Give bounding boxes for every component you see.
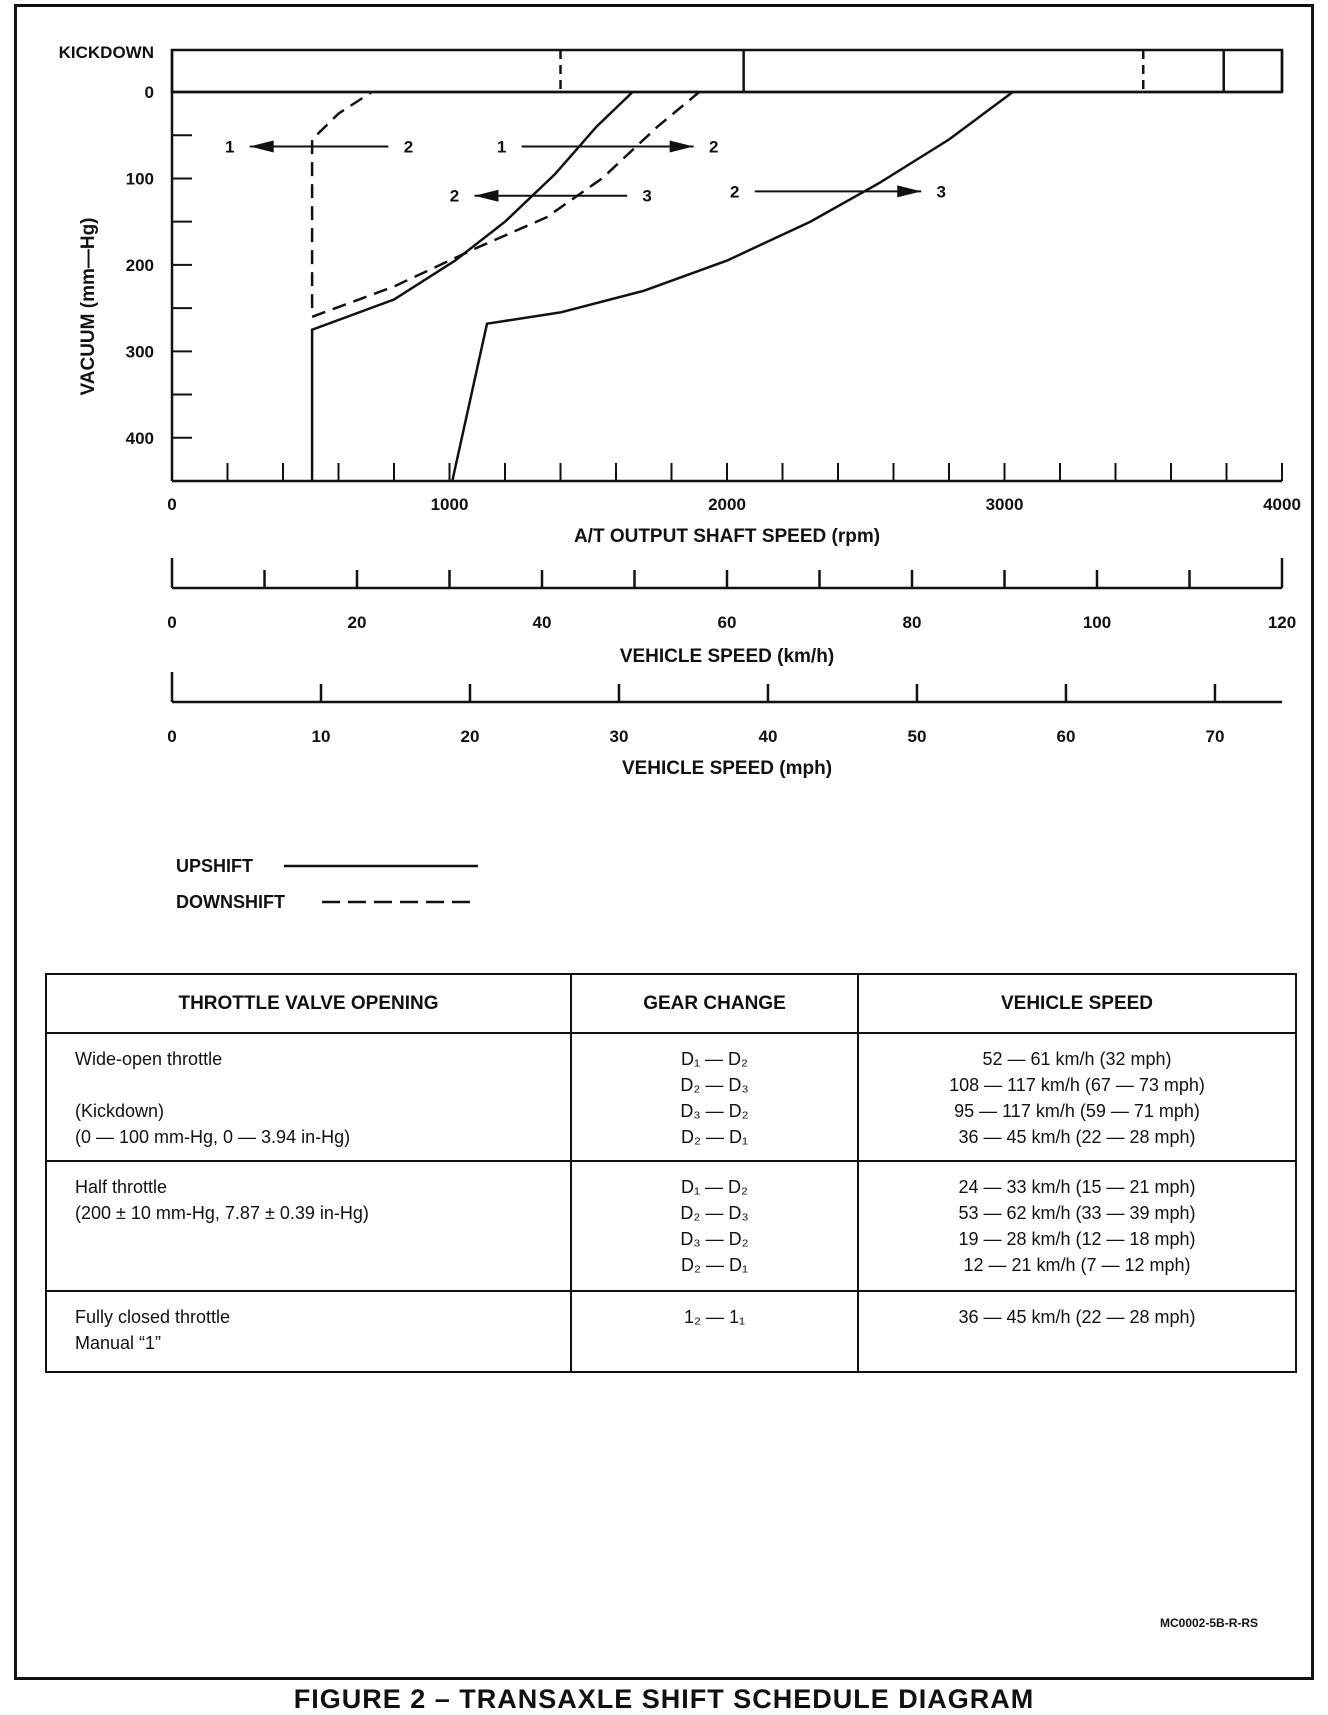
shift-arrow-head bbox=[250, 140, 274, 152]
speed-line: 24 — 33 km/h (15 — 21 mph) bbox=[958, 1177, 1196, 1197]
vehicle-speed-tick-label: 30 bbox=[609, 727, 629, 746]
header-vehicle-speed: VEHICLE SPEED bbox=[858, 974, 1296, 1033]
speed-line: 19 — 28 km/h (12 — 18 mph) bbox=[958, 1229, 1196, 1249]
vehicle-speed-tick-label: 120 bbox=[1267, 613, 1297, 632]
gear-line: D₂ — D₃ bbox=[680, 1203, 749, 1223]
gear-line: D₁ — D₂ bbox=[680, 1049, 749, 1069]
shift-arrow-label: 3 bbox=[936, 182, 946, 202]
legend-label: UPSHIFT bbox=[176, 856, 254, 876]
table-row bbox=[46, 1291, 1296, 1372]
shift-arrow-head bbox=[474, 190, 498, 202]
x-tick-label: 4000 bbox=[1263, 495, 1301, 514]
throttle-line: (0 — 100 mm-Hg, 0 — 3.94 in-Hg) bbox=[75, 1127, 351, 1147]
kickdown-band bbox=[172, 50, 1282, 92]
kickdown-label: KICKDOWN bbox=[58, 43, 154, 62]
vehicle-speed-tick-label: 40 bbox=[532, 613, 552, 632]
vehicle-speed-tick-label: 0 bbox=[167, 613, 177, 632]
y-tick-label: 400 bbox=[125, 428, 154, 448]
vehicle-speed-tick-label: 80 bbox=[902, 613, 922, 632]
speed-line: 12 — 21 km/h (7 — 12 mph) bbox=[963, 1255, 1191, 1275]
gear-line: D₂ — D₁ bbox=[680, 1127, 749, 1147]
speed-line: 95 — 117 km/h (59 — 71 mph) bbox=[954, 1101, 1200, 1121]
gear-line: D₂ — D₁ bbox=[680, 1255, 749, 1275]
throttle-line: (200 ± 10 mm-Hg, 7.87 ± 0.39 in-Hg) bbox=[75, 1203, 369, 1223]
gear-cell bbox=[571, 1161, 858, 1291]
shift-arrow-label: 2 bbox=[449, 186, 460, 206]
speed-cell bbox=[858, 1291, 1296, 1372]
vehicle-speed-tick-label: 10 bbox=[311, 727, 331, 746]
shift-arrow-head bbox=[897, 185, 921, 197]
shift-arrow-label: 1 bbox=[224, 137, 235, 157]
legend-label: DOWNSHIFT bbox=[176, 892, 285, 912]
speed-line: 108 — 117 km/h (67 — 73 mph) bbox=[949, 1075, 1205, 1095]
x-axis-title: A/T OUTPUT SHAFT SPEED (rpm) bbox=[573, 526, 881, 547]
vehicle-speed-tick-label: 20 bbox=[460, 727, 480, 746]
throttle-line: Manual “1” bbox=[75, 1333, 162, 1353]
figure-caption: FIGURE 2 – TRANSAXLE SHIFT SCHEDULE DIAGRAM bbox=[293, 1684, 1035, 1714]
gear-line: D₂ — D₃ bbox=[680, 1075, 749, 1095]
gear-cell bbox=[571, 1291, 858, 1372]
x-tick-label: 0 bbox=[167, 495, 177, 514]
x-tick-label: 1000 bbox=[430, 495, 469, 514]
vehicle-speed-tick-label: 50 bbox=[907, 727, 927, 746]
speed-cell bbox=[858, 1161, 1296, 1291]
header-throttle: THROTTLE VALVE OPENING bbox=[46, 974, 571, 1033]
shift-arrow-label: 2 bbox=[730, 182, 740, 202]
throttle-cell bbox=[46, 1033, 571, 1161]
vehicle-speed-tick-label: 100 bbox=[1082, 613, 1112, 632]
gear-line: D₁ — D₂ bbox=[680, 1177, 749, 1197]
shift-arrow-label: 3 bbox=[642, 186, 652, 206]
x-tick-label: 3000 bbox=[985, 495, 1024, 514]
vehicle-speed-axis-title: VEHICLE SPEED (mph) bbox=[621, 758, 833, 779]
speed-line: 53 — 62 km/h (33 — 39 mph) bbox=[958, 1203, 1196, 1223]
x-tick-label: 2000 bbox=[708, 495, 746, 514]
throttle-line: Half throttle bbox=[75, 1177, 168, 1197]
downshift-curve bbox=[312, 92, 372, 308]
y-tick-label: 300 bbox=[125, 342, 154, 362]
vehicle-speed-tick-label: 20 bbox=[347, 613, 367, 632]
shift-arrow-label: 1 bbox=[496, 137, 507, 157]
throttle-line: Wide-open throttle bbox=[75, 1049, 223, 1069]
y-axis-title: VACUUM (mm—Hg) bbox=[78, 217, 99, 396]
shift-arrow-label: 2 bbox=[708, 137, 719, 157]
shift-arrow-label: 2 bbox=[403, 137, 414, 157]
y-tick-label: 100 bbox=[125, 169, 154, 189]
shift-table bbox=[45, 973, 1297, 1373]
speed-line: 36 — 45 km/h (22 — 28 mph) bbox=[958, 1127, 1196, 1147]
gear-cell bbox=[571, 1033, 858, 1161]
throttle-line: Fully closed throttle bbox=[75, 1307, 231, 1327]
header-gear-change: GEAR CHANGE bbox=[571, 974, 858, 1033]
gear-line: 1₂ — 1₁ bbox=[683, 1307, 746, 1327]
table-header-row bbox=[46, 974, 1296, 1033]
speed-line: 52 — 61 km/h (32 mph) bbox=[982, 1049, 1172, 1069]
upshift-curve bbox=[449, 92, 1013, 481]
y-tick-label: 200 bbox=[125, 255, 154, 275]
vehicle-speed-tick-label: 70 bbox=[1205, 727, 1225, 746]
gear-line: D₃ — D₂ bbox=[680, 1101, 749, 1121]
shift-arrow-head bbox=[670, 140, 694, 152]
document-code: MC0002-5B-R-RS bbox=[1160, 1616, 1259, 1630]
table-row bbox=[46, 1033, 1296, 1161]
throttle-cell bbox=[46, 1161, 571, 1291]
vehicle-speed-axis-title: VEHICLE SPEED (km/h) bbox=[619, 646, 835, 667]
gear-line: D₃ — D₂ bbox=[680, 1229, 749, 1249]
y-tick-label: 0 bbox=[144, 83, 154, 102]
upshift-curve bbox=[312, 92, 632, 481]
vehicle-speed-tick-label: 0 bbox=[167, 727, 177, 746]
vehicle-speed-tick-label: 40 bbox=[758, 727, 778, 746]
speed-cell bbox=[858, 1033, 1296, 1161]
throttle-cell bbox=[46, 1291, 571, 1372]
table-row bbox=[46, 1161, 1296, 1291]
vehicle-speed-tick-label: 60 bbox=[717, 613, 737, 632]
speed-line: 36 — 45 km/h (22 — 28 mph) bbox=[958, 1307, 1196, 1327]
downshift-curve bbox=[312, 92, 699, 317]
vehicle-speed-tick-label: 60 bbox=[1056, 727, 1076, 746]
throttle-line: (Kickdown) bbox=[75, 1101, 165, 1121]
